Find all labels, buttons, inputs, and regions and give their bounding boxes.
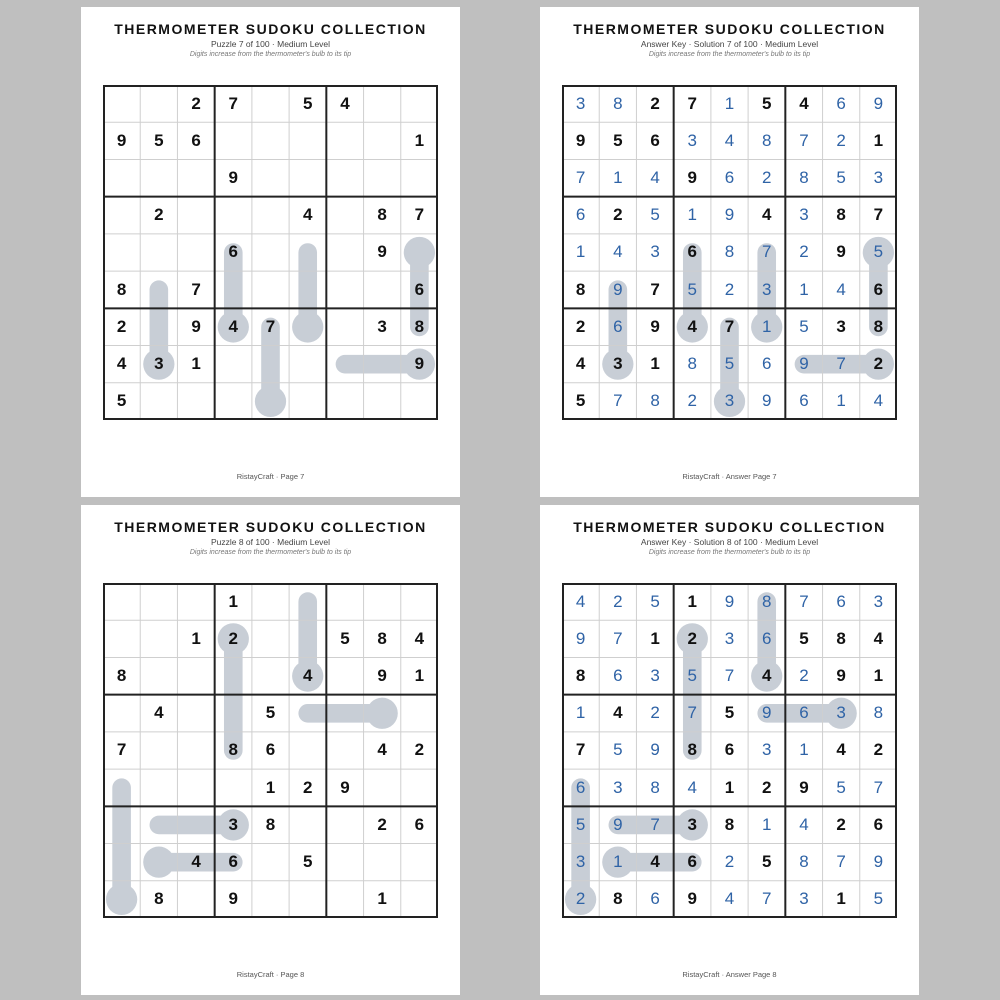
solution-digit: 7 [613,391,623,411]
solution-digit: 5 [873,889,884,909]
solution-digit: 9 [613,814,623,834]
given-digit: 8 [873,316,884,336]
solution-digit: 3 [799,889,809,909]
solution-digit: 2 [650,703,660,723]
given-digit: 6 [724,740,735,760]
solution-digit: 7 [761,889,772,909]
given-digit: 6 [650,130,660,150]
solution-digit: 1 [687,205,697,225]
solution-digit: 6 [613,666,623,686]
page-subtitle: Puzzle 7 of 100 · Medium Level [210,39,331,49]
given-digit: 4 [191,852,201,872]
given-digit: 5 [761,93,772,113]
given-digit: 4 [340,93,350,113]
given-digit: 2 [377,814,387,834]
given-digit: 1 [724,777,735,797]
given-digit: 6 [414,279,425,299]
cell-layer [562,583,897,918]
given-digit: 8 [575,279,586,299]
given-digit: 2 [873,354,884,374]
given-digit: 1 [377,889,387,909]
solution-digit: 5 [613,740,623,760]
sudoku-grid [562,583,897,918]
given-digit: 5 [116,391,127,411]
solution-digit: 4 [687,777,697,797]
page-footer: RistayCraft · Page 8 [236,970,305,979]
page-footer: RistayCraft · Answer Page 7 [682,472,777,481]
given-digit: 9 [228,168,238,188]
solution-digit: 9 [575,628,586,648]
given-digit: 8 [116,279,127,299]
solution-digit: 6 [575,777,586,797]
sudoku-grid [103,583,438,918]
given-digit: 7 [414,205,425,225]
given-digit: 1 [414,130,425,150]
rule-note: Digits increase from the thermometer's bulb to its tip [648,51,811,58]
solution-digit: 6 [799,391,809,411]
solution-digit: 3 [873,168,884,188]
given-digit: 4 [302,666,313,686]
given-digit: 7 [265,316,276,336]
given-digit: 9 [228,889,238,909]
given-digit: 8 [836,205,846,225]
solution-digit: 8 [799,168,809,188]
given-digit: 5 [302,852,313,872]
given-digit: 2 [761,777,772,797]
solution-digit: 9 [650,740,660,760]
solution-digit: 6 [724,168,735,188]
given-digit: 8 [265,814,276,834]
given-digit: 7 [650,279,660,299]
given-digit: 2 [191,93,201,113]
solution-digit: 1 [724,93,735,113]
solution-digit: 7 [650,814,660,834]
given-digit: 4 [154,703,164,723]
solution-digit: 3 [575,852,586,872]
given-digit: 4 [873,628,884,648]
solution-digit: 1 [799,279,809,299]
given-digit: 7 [191,279,201,299]
solution-digit: 7 [613,628,623,648]
solution-digit: 3 [836,703,846,723]
solution-digit: 9 [724,591,735,611]
solution-digit: 8 [761,130,772,150]
solution-digit: 8 [613,93,623,113]
given-digit: 9 [836,242,846,262]
given-digit: 5 [799,628,809,648]
solution-digit: 2 [613,591,623,611]
solution-digit: 4 [873,391,884,411]
solution-digit: 2 [761,168,772,188]
given-digit: 8 [613,889,623,909]
solution-digit: 3 [761,740,772,760]
solution-digit: 7 [799,591,809,611]
solution-digit: 1 [799,740,809,760]
given-digit: 1 [836,889,846,909]
given-digit: 5 [154,130,164,150]
given-digit: 1 [650,628,660,648]
solution-digit: 3 [613,777,623,797]
cell-layer [103,583,438,918]
given-digit: 2 [575,316,586,336]
solution-digit: 9 [799,354,809,374]
solution-digit: 8 [650,777,660,797]
given-digit: 3 [377,316,387,336]
given-digit: 6 [228,852,238,872]
given-digit: 9 [687,168,697,188]
given-digit: 7 [575,740,586,760]
solution-digit: 7 [836,354,846,374]
given-digit: 5 [302,93,313,113]
given-digit: 9 [116,130,127,150]
solution-digit: 3 [799,205,809,225]
solution-digit: 7 [799,130,809,150]
given-digit: 3 [687,814,697,834]
solution-digit: 1 [613,852,623,872]
given-digit: 4 [836,740,846,760]
solution-digit: 6 [836,93,846,113]
solution-digit: 3 [724,628,735,648]
given-digit: 7 [116,740,127,760]
solution-digit: 6 [761,628,772,648]
given-digit: 2 [873,740,884,760]
solution-digit: 7 [873,777,884,797]
given-digit: 5 [613,130,623,150]
solution-digit: 6 [650,889,660,909]
solution-digit: 8 [799,852,809,872]
given-digit: 7 [228,93,238,113]
given-digit: 3 [154,354,164,374]
solution-digit: 6 [799,703,809,723]
solution-digit: 2 [724,852,735,872]
given-digit: 2 [228,628,238,648]
solution-digit: 4 [613,242,623,262]
solution-digit: 4 [836,279,846,299]
solution-digit: 9 [761,391,772,411]
solution-digit: 7 [575,168,586,188]
given-digit: 6 [873,814,884,834]
page-subtitle: Answer Key · Solution 7 of 100 · Medium Level [640,39,819,49]
given-digit: 9 [650,316,660,336]
solution-digit: 7 [687,703,697,723]
solution-digit: 3 [724,391,735,411]
solution-digit: 7 [724,666,735,686]
given-digit: 8 [228,740,238,760]
given-digit: 6 [191,130,201,150]
given-digit: 8 [116,666,127,686]
given-digit: 6 [873,279,884,299]
given-digit: 8 [724,814,735,834]
given-digit: 9 [377,666,387,686]
given-digit: 2 [414,740,425,760]
solution-digit: 5 [873,242,884,262]
given-digit: 8 [687,740,697,760]
given-digit: 8 [414,316,425,336]
given-digit: 8 [377,205,387,225]
given-digit: 7 [687,93,697,113]
solution-digit: 5 [836,777,846,797]
solution-digit: 3 [761,279,772,299]
given-digit: 1 [191,628,201,648]
solution-digit: 1 [575,242,586,262]
solution-digit: 1 [761,814,772,834]
solution-digit: 8 [873,703,884,723]
page-title: THERMOMETER SUDOKU COLLECTION [114,519,427,535]
page-subtitle: Answer Key · Solution 8 of 100 · Medium Level [640,537,819,547]
given-digit: 9 [414,354,425,374]
solution-digit: 3 [650,666,660,686]
given-digit: 5 [575,391,586,411]
given-digit: 9 [687,889,697,909]
solution-digit: 4 [724,130,735,150]
given-digit: 4 [799,93,809,113]
solution-digit: 3 [687,130,697,150]
given-digit: 4 [116,354,127,374]
solution-digit: 9 [613,279,623,299]
solution-digit: 4 [650,168,660,188]
page-footer: RistayCraft · Answer Page 8 [682,970,777,979]
given-digit: 2 [302,777,313,797]
given-digit: 3 [613,354,623,374]
solution-digit: 2 [799,666,809,686]
given-digit: 2 [650,93,660,113]
given-digit: 2 [687,628,697,648]
given-digit: 6 [414,814,425,834]
given-digit: 8 [154,889,164,909]
solution-digit: 6 [836,591,846,611]
given-digit: 2 [613,205,623,225]
page-subtitle: Puzzle 8 of 100 · Medium Level [210,537,331,547]
given-digit: 1 [873,130,884,150]
solution-digit: 2 [687,391,697,411]
solution-digit: 5 [650,591,660,611]
given-digit: 9 [575,130,586,150]
given-digit: 9 [191,316,201,336]
solution-digit: 1 [761,316,772,336]
given-digit: 4 [575,354,586,374]
given-digit: 4 [761,666,772,686]
given-digit: 9 [340,777,350,797]
puzzle-page-7 [81,7,460,497]
given-digit: 4 [302,205,313,225]
given-digit: 8 [575,666,586,686]
given-digit: 9 [836,666,846,686]
given-digit: 1 [265,777,276,797]
given-digit: 1 [191,354,201,374]
puzzle-page-8 [81,505,460,995]
given-digit: 5 [724,703,735,723]
given-digit: 2 [116,316,127,336]
sudoku-grid [562,85,897,420]
solution-digit: 8 [761,591,772,611]
given-digit: 1 [414,666,425,686]
given-digit: 6 [228,242,238,262]
given-digit: 6 [687,242,697,262]
solution-digit: 6 [613,316,623,336]
page-title: THERMOMETER SUDOKU COLLECTION [114,21,427,37]
given-digit: 1 [873,666,884,686]
given-digit: 4 [228,316,238,336]
solution-digit: 5 [687,279,697,299]
solution-digit: 4 [724,889,735,909]
given-digit: 4 [377,740,387,760]
given-digit: 2 [154,205,164,225]
rule-note: Digits increase from the thermometer's bulb to its tip [648,549,811,556]
solution-digit: 9 [873,93,884,113]
cell-layer [103,85,438,420]
given-digit: 4 [414,628,425,648]
solution-digit: 1 [575,703,586,723]
given-digit: 1 [687,591,697,611]
solution-digit: 9 [761,703,772,723]
solution-digit: 5 [799,316,809,336]
given-digit: 8 [836,628,846,648]
solution-digit: 1 [613,168,623,188]
rule-note: Digits increase from the thermometer's bulb to its tip [189,51,352,58]
solution-digit: 3 [575,93,586,113]
solution-digit: 4 [575,591,586,611]
solution-digit: 5 [724,354,735,374]
given-digit: 4 [613,703,623,723]
given-digit: 6 [687,852,697,872]
given-digit: 4 [687,316,697,336]
given-digit: 9 [799,777,809,797]
solution-digit: 7 [836,852,846,872]
solution-digit: 5 [687,666,697,686]
solution-digit: 8 [724,242,735,262]
solution-digit: 5 [575,814,586,834]
solution-digit: 5 [650,205,660,225]
given-digit: 9 [377,242,387,262]
solution-digit: 6 [575,205,586,225]
page-title: THERMOMETER SUDOKU COLLECTION [573,21,886,37]
given-digit: 7 [873,205,884,225]
solution-digit: 9 [724,205,735,225]
solution-digit: 3 [873,591,884,611]
solution-digit: 5 [836,168,846,188]
given-digit: 4 [761,205,772,225]
given-digit: 2 [836,814,846,834]
solution-digit: 1 [836,391,846,411]
solution-digit: 2 [836,130,846,150]
page-footer: RistayCraft · Page 7 [236,472,305,481]
given-digit: 6 [265,740,276,760]
given-digit: 3 [836,316,846,336]
solution-digit: 3 [650,242,660,262]
given-digit: 7 [724,316,735,336]
given-digit: 8 [377,628,387,648]
solution-digit: 7 [761,242,772,262]
solution-digit: 6 [761,354,772,374]
sudoku-grid [103,85,438,420]
solution-digit: 8 [687,354,697,374]
given-digit: 1 [228,591,238,611]
solution-digit: 2 [799,242,809,262]
solution-digit: 4 [799,814,809,834]
solution-digit: 2 [575,889,586,909]
answer-page-7 [540,7,919,497]
solution-digit: 2 [724,279,735,299]
given-digit: 4 [650,852,660,872]
given-digit: 5 [761,852,772,872]
given-digit: 1 [650,354,660,374]
page-title: THERMOMETER SUDOKU COLLECTION [573,519,886,535]
given-digit: 5 [340,628,350,648]
solution-digit: 8 [650,391,660,411]
cell-layer [562,85,897,420]
rule-note: Digits increase from the thermometer's bulb to its tip [189,549,352,556]
answer-page-8 [540,505,919,995]
given-digit: 5 [265,703,276,723]
solution-digit: 9 [873,852,884,872]
given-digit: 3 [228,814,238,834]
